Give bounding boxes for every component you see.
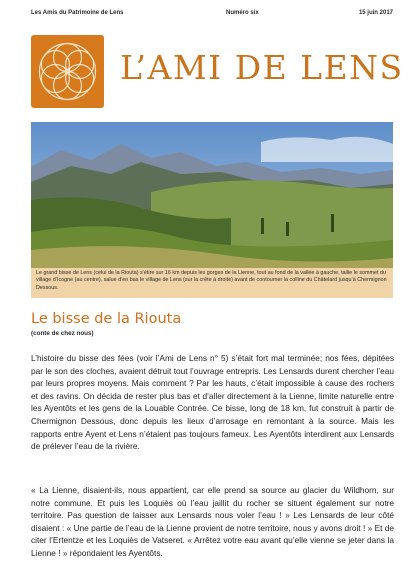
landscape-photo bbox=[31, 122, 393, 268]
page-header bbox=[31, 10, 393, 22]
issue-date: 15 juin 2017 bbox=[358, 10, 393, 16]
rosette-logo-icon bbox=[31, 35, 104, 108]
issue-number: Numéro six bbox=[226, 10, 259, 16]
article-paragraph-2: « La Lienne, disaient-ils, nous appartient, car elle prend sa source au glacier du Wildhorn, sur notre commune. Et puis les Loquiès où l’eau jaillit du rocher se situent également sur notre territoire. Pas question de laisser aux Lensards nous voler l’eau ! » Les Lensards de leur côté disaient : « Une partie de l’eau de la Lienne provient de notre territoire, nous y avons droit ! » Et de citer l’Ertentze et les Loquiès de Vatseret. « Arrêtez votre eau avant qu’elle vienne se jeter dans la Lienne ! » répondaient les Ayentôts. bbox=[31, 485, 394, 558]
photo-caption: Le grand bisse de Lens (celui de la Riouta) s’étire sur 16 km depuis les gorges de la Lienne, tout au fond de la vallée à gauche, taille le sommet du village d’Icogne (au centre), salue d’en bas le village de Lens (sur la crête à droite) avant de contourner la colline du Châtelard jusqu’à Chermignon Dessous. bbox=[31, 268, 393, 298]
article-subtitle: (conte de chez nous) bbox=[31, 330, 94, 337]
publisher-name: Les Amis du Patrimoine de Lens bbox=[31, 10, 124, 16]
article-title: Le bisse de la Riouta bbox=[31, 311, 182, 327]
article-paragraph-1: L’histoire du bisse des fées (voir l’Ami de Lens n° 5) s’était fort mal terminée; nos fées, dépitées par le son des cloches, avaient détruit tout l’ouvrage entrepris. Les Lensards durent chercher l’eau par leurs propres moyens. Mais comment ? Par les hauts, c’était impossible à cause des rochers et des ravins. On décida de rester plus bas et d’aller directement à la Lienne, limite naturelle entre les Ayentôts et les gens de la Louable Contrée. Ce bisse, long de 18 km, fut construit à partir de Chermignon Dessous, donc depuis les lieux d’arrosage en remontant à la source. Mais les rapports entre Ayent et Lens n’étaient pas toujours fameux. Les Ayentôts interdirent aux Lensards de prélever l’eau de la rivière. bbox=[31, 353, 394, 452]
masthead-title: L’AMI DE LENS bbox=[120, 48, 404, 87]
